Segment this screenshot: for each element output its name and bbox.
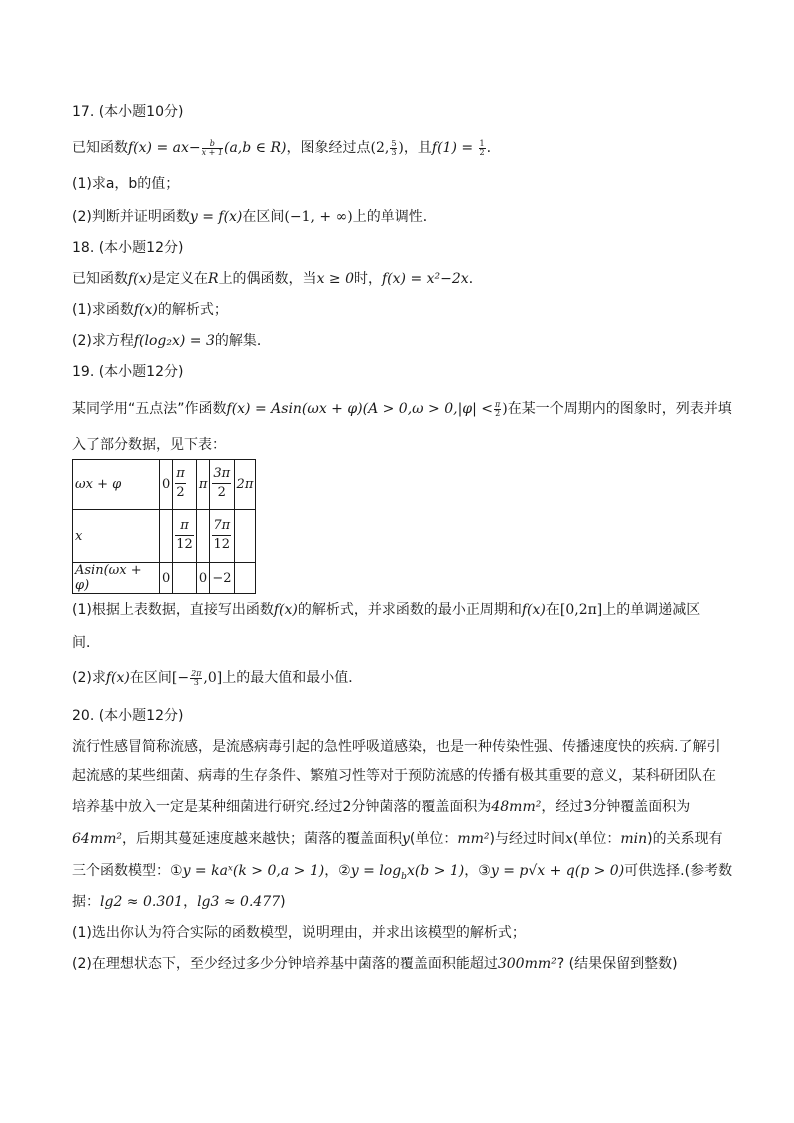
q17-point-num: 5: [391, 138, 397, 148]
table-frac-den: 12: [176, 536, 193, 552]
q20-l4-a: 64mm²: [72, 831, 122, 847]
q18-stem-b: 是定义在: [152, 271, 209, 287]
q20-l6-b: ，: [183, 894, 198, 910]
table-frac-num: 7π: [212, 518, 231, 536]
q20-model3: y = p√x + q(p > 0): [490, 863, 625, 879]
q20-l5-d: 可供选择.(参考数: [624, 863, 733, 879]
q20-l4-e: (单位：: [572, 831, 621, 847]
table-frac-den: 2: [217, 485, 226, 500]
q17-p2-a: (2)判断并证明函数: [72, 209, 190, 225]
q18-p1-func: f(x): [133, 302, 158, 318]
table-cell: −2: [210, 563, 234, 594]
table-cell: [173, 460, 197, 510]
table-cell: [234, 563, 256, 594]
q20-part1: (1)选出你认为符合实际的函数模型，说明理由，并求出该模型的解析式；: [72, 925, 526, 941]
q19-p1-a: (1)根据上表数据，直接写出函数: [72, 602, 274, 618]
q20-model2: y = log: [350, 863, 402, 879]
q19-header: 19. (本小题12分): [72, 364, 184, 380]
q17-stem-b: ，图象经过点: [286, 140, 371, 156]
q19-part2: [72, 667, 362, 689]
q18-stem-func: f(x): [128, 271, 153, 287]
q17-func: f(x) = ax−: [128, 140, 201, 156]
q20-l4-b: ，后期其蔓延速度越来越快；菌落的覆盖面积: [121, 831, 402, 847]
q19-p1-d: 上的单调递减区: [602, 602, 701, 618]
q17-end: .: [486, 140, 492, 156]
q18-p2-b: 的解集．: [214, 333, 271, 349]
table-frac-num: π: [175, 518, 194, 536]
q19-stem-frac: [494, 401, 501, 418]
q19-stem-close: ): [502, 401, 508, 417]
q20-model2-tail: x(b > 1): [406, 863, 465, 879]
q20-l3-b: 48mm²: [491, 799, 542, 815]
table-frac-den: 2: [176, 485, 185, 500]
q18-stem-e: ．: [468, 271, 483, 287]
q18-stem-cond: x ≥ 0: [316, 271, 354, 287]
q19-p2-b: 在区间: [129, 670, 172, 686]
table-cell: 2π: [234, 460, 256, 510]
table-cell-label: x: [73, 510, 160, 563]
q19-p2-c: 上的最大值和最小值．: [222, 670, 363, 686]
q17-part1: (1)求a，b的值；: [72, 176, 180, 192]
q17-point-frac: [390, 140, 397, 157]
q20-line5: [72, 860, 732, 882]
q20-lg2: lg2 ≈ 0.301: [100, 894, 184, 910]
q20-l4-c: (单位：: [409, 831, 458, 847]
q20-l5-a: 三个函数模型：①: [72, 863, 183, 879]
q19-p1-func: f(x): [273, 602, 298, 618]
q20-l6-a: 据：: [72, 894, 100, 910]
table-cell: 0: [160, 460, 173, 510]
q19-p1-b: 的解析式，并求函数的最小正周期和: [297, 602, 522, 618]
table-cell: [234, 510, 256, 563]
q20-l5-c: ，③: [464, 863, 491, 879]
q18-part1: [72, 299, 228, 321]
q19-p2-num: 2π: [191, 668, 202, 678]
q20-l3-a: 培养基中放入一定是某种细菌进行研究.经过2分钟菌落的覆盖面积为: [72, 799, 492, 815]
q19-p2-a: (2)求: [72, 670, 106, 686]
q20-line1: 流行性感冒简称流感，是流感病毒引起的急性呼吸道感染，也是一种传染性强、传播速度快的疾病.了解引: [72, 739, 721, 755]
q20-l4-d: )与经过时间: [489, 831, 566, 847]
q19-table: [72, 459, 256, 594]
q19-stem: [72, 398, 732, 420]
q20-p2-val: 300mm²: [497, 956, 557, 972]
q20-l4-y: y: [401, 831, 410, 847]
q17-cond-den: 2: [479, 147, 485, 157]
q17-stem: [72, 137, 491, 159]
q20-line4: [72, 828, 723, 850]
q20-l5-b: ，②: [324, 863, 351, 879]
q17-stem-a: 已知函数: [72, 140, 128, 156]
q18-stem-d: 时，: [354, 271, 382, 287]
q20-line3: [72, 796, 690, 818]
q17-cond-frac: [479, 140, 486, 157]
q20-lg3: lg3 ≈ 0.477: [197, 894, 281, 910]
q17-part2: [72, 206, 437, 228]
table-cell-label: ωx + φ: [73, 460, 160, 510]
table-cell: [210, 460, 234, 510]
q20-p2-b: ? (结果保留到整数): [556, 956, 678, 972]
table-cell: 0: [160, 563, 173, 594]
q20-part2: [72, 953, 678, 975]
q19-p1-func2: f(x): [521, 602, 546, 618]
q19-stem-frac-num: π: [495, 399, 501, 409]
table-row: [73, 460, 256, 510]
q18-stem: [72, 268, 483, 290]
table-cell: [173, 510, 197, 563]
q18-stem-c: 上的偶函数，当: [218, 271, 317, 287]
table-cell: π: [196, 460, 210, 510]
q20-model2-sub: b: [401, 871, 407, 882]
q20-line6: [72, 891, 286, 913]
table-cell: [196, 510, 210, 563]
q18-stem-a: 已知函数: [72, 271, 128, 287]
q19-p1-interval: [0,2π]: [559, 602, 603, 618]
q20-l3-c: ，经过3分钟覆盖面积为: [541, 799, 691, 815]
table-cell-label: Asin(ωx + φ): [73, 563, 160, 594]
q18-stem-expr: f(x) = x²−2x: [382, 271, 469, 287]
q19-p2-func: f(x): [105, 670, 130, 686]
table-frac-num: π: [175, 466, 186, 484]
q19-part1: [72, 599, 700, 621]
q17-p2-func: y = f(x): [189, 209, 243, 225]
q17-cond-num: 1: [479, 138, 485, 148]
q18-p2-eq: f(log₂x) = 3: [133, 333, 215, 349]
q19-p2-open: [−: [171, 670, 190, 686]
q20-header: 20. (本小题12分): [72, 708, 184, 724]
q20-l4-unit: mm²: [457, 831, 490, 847]
table-cell: [160, 510, 173, 563]
table-frac-den: 12: [213, 536, 231, 552]
q19-stem-frac-den: 2: [495, 408, 501, 418]
q18-part2: [72, 330, 271, 352]
q17-frac-b-num: b: [202, 140, 223, 149]
q20-line2: 起流感的某些细菌、病毒的生存条件、繁殖习性等对于预防流感的传播有极其重要的意义，某科研团队在: [72, 768, 716, 784]
q20-l6-c: ): [280, 894, 286, 910]
q19-p2-frac: [190, 670, 202, 687]
q19-stem-c: 入了部分数据，见下表：: [72, 437, 226, 453]
table-frac-num: 3π: [212, 466, 231, 484]
q20-l4-f: )的关系现有: [647, 831, 723, 847]
q17-stem-c: ，且: [403, 140, 432, 156]
q20-model1: y = kaˣ(k > 0,a > 1): [182, 863, 325, 879]
q19-p1-c: 在: [545, 602, 560, 618]
q19-stem-b: 在某一个周期内的图象时，列表并填: [507, 401, 732, 417]
q20-p2-a: (2)在理想状态下，至少经过多少分钟培养基中菌落的覆盖面积能超过: [72, 956, 498, 972]
q17-p2-interval: (−1, + ∞): [284, 209, 353, 225]
q19-stem-a: 某同学用“五点法”作函数: [72, 401, 227, 417]
table-cell: 0: [196, 563, 210, 594]
q17-p2-c: 上的单调性．: [352, 209, 437, 225]
q17-domain: (a,b ∈ R): [224, 140, 287, 156]
q17-point-open: (2,: [370, 140, 390, 156]
q17-p2-b: 在区间: [242, 209, 285, 225]
q17-point-den: 3: [391, 147, 397, 157]
q17-frac-b: [202, 140, 223, 157]
q18-stem-R: R: [208, 271, 219, 287]
table-row: [73, 563, 256, 594]
table-row: [73, 510, 256, 563]
q19-p2-den: 3: [193, 677, 199, 687]
q17-cond: f(1) =: [431, 140, 478, 156]
q18-header: 18. (本小题12分): [72, 240, 184, 256]
q19-stem-func: f(x) = Asin(ωx + φ)(A > 0,ω > 0,|φ| <: [226, 401, 493, 417]
q19-part1-cont: 间．: [72, 635, 100, 651]
q17-frac-b-den: x + 1: [201, 147, 223, 157]
q20-l4-min: min: [620, 831, 648, 847]
q17-header: 17. (本小题10分): [72, 104, 184, 120]
q20-l4-x: x: [565, 831, 573, 847]
q17-point-close: ): [398, 140, 404, 156]
q18-p1-b: 的解析式；: [157, 302, 228, 318]
q19-p2-close: ,0]: [203, 670, 223, 686]
q18-p1-a: (1)求函数: [72, 302, 134, 318]
q18-p2-a: (2)求方程: [72, 333, 134, 349]
table-cell: [173, 563, 197, 594]
table-cell: [210, 510, 234, 563]
